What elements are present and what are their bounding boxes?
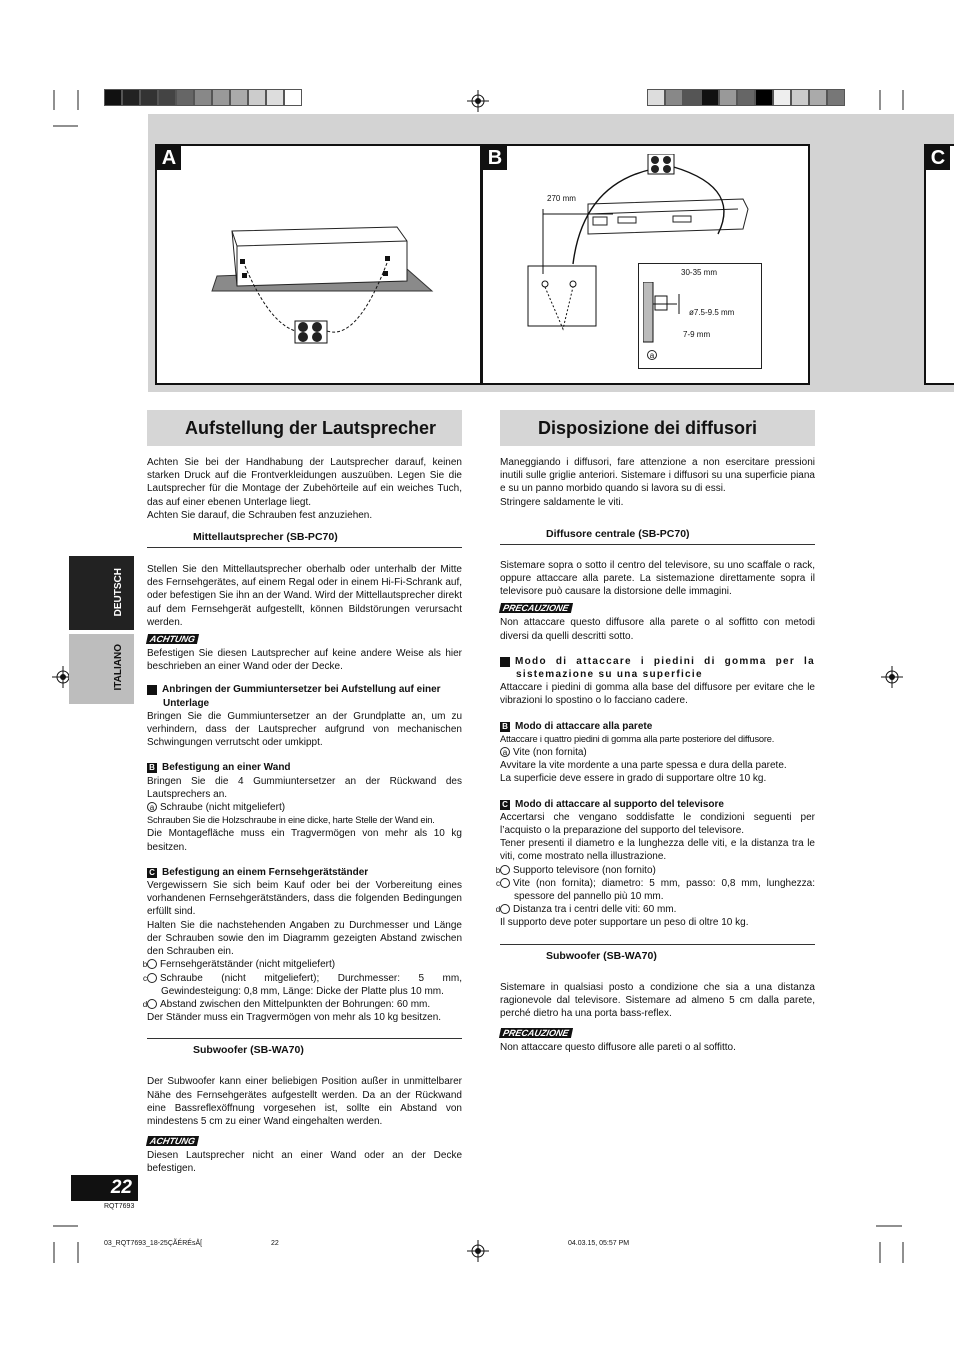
de-b-small: Schrauben Sie die Holzschraube in eine dicke, harte Stelle der Wand ein. [147, 815, 435, 826]
it-sub-caution: Non attaccare questo diffusore alle pareti o al soffitto. [500, 1042, 736, 1054]
speaker-illustration-a [207, 221, 437, 346]
de-marker-b: b [147, 959, 157, 969]
de-c-item-c [143, 972, 462, 998]
model-number: RQT7693 [104, 1203, 135, 1210]
figure-b [481, 144, 810, 385]
it-c-item-d [495, 903, 815, 916]
it-center-text: Sistemare sopra o sotto il centro del televisore, su uno scaffale o rack, oppure attaccare alla parete. La sistemazione direttamente sopra il televisore può causare la distorsione delle immagini. [500, 559, 815, 598]
de-c-heading [147, 866, 462, 879]
it-b-item-a-text: Vite (non fornita) [513, 747, 587, 759]
it-sub-head: Subwoofer (SB-WA70) [546, 949, 657, 962]
it-marker-a: a [500, 747, 510, 757]
it-c-item-c-text: Vite (non fornita); diametro: 5 mm, passo: 0,8 mm, lunghezza: spessore del pannello più 10 mm. [513, 877, 815, 903]
de-c-item-b [142, 958, 462, 971]
it-c-item-b [495, 864, 815, 877]
it-caution-text: Non attaccare questo diffusore alla parete o al soffitto con metodi diversi da quelli descritti sotto. [500, 617, 815, 642]
de-c-item-d [142, 998, 462, 1011]
dim-270mm: 270 mm [547, 194, 576, 203]
registration-mark-right [881, 666, 903, 688]
it-intro: Maneggiando i diffusori, fare attenzione a non esercitare pressioni inutili sulle griglie anteriori. Sistemare i diffusori su una superficie piana e su un panno morbido quando si lavora su di essi. [500, 457, 815, 495]
it-center-head: Diffusore centrale (SB-PC70) [546, 527, 690, 540]
it-c-text: Accertarsi che vengano soddisfatte le condizioni seguenti per l’acquisto o la preparazione del supporto del televisore. [500, 811, 815, 837]
it-c-heading [500, 798, 815, 811]
footer-timestamp: 04.03.15, 05:57 PM [568, 1240, 630, 1247]
it-a-heading [494, 655, 815, 681]
it-sub-caution-badge: PRECAUZIONE [499, 1028, 573, 1038]
it-c-text2: Tener presenti il diametro e la lunghezza delle viti, e la distanza tra le viti, come mostrato nella illustrazione. [500, 838, 815, 863]
de-a-marker: A [147, 685, 157, 695]
de-intro2: Achten Sie darauf, die Schrauben fest anzuziehen. [147, 509, 373, 521]
it-column [494, 456, 815, 1055]
tab-deutsch-label: DEUTSCH [113, 568, 124, 617]
de-c-text2: Halten Sie die nachstehenden Angaben zu Durchmesser und Länge der Schrauben sowie den im Diagramm gezeigten Abstand zwischen den Schrauben ein. [147, 919, 462, 958]
it-c-item-c [496, 877, 815, 903]
de-c-marker: C [147, 868, 157, 878]
it-b-item-a [500, 746, 815, 759]
it-b-text: Avvitare la vite mordente a una parte spessa e dura della parete. [500, 760, 787, 772]
footer-file: 03_RQT7693_18-25ÇÃÉRÉsÅ[ [104, 1240, 203, 1247]
figure-c [924, 144, 954, 385]
page-number: 22 [71, 1175, 138, 1201]
tab-italiano-label: ITALIANO [113, 644, 124, 691]
de-marker-a: a [147, 802, 157, 812]
de-a-text: Bringen Sie die Gummiuntersetzer an der Grundplatte an, um zu verhindern, dass der Lautsprecher aufgrund von mechanischen Schwingungen verrutscht oder umkippt. [147, 710, 462, 749]
it-b-text2: La superficie deve essere in grado di supportare oltre 10 kg. [500, 773, 767, 785]
de-caution-text: Befestigen Sie diesen Lautsprecher auf keine andere Weise als hier beschrieben an einer Wand oder der Decke. [147, 648, 462, 673]
de-center-head: Mittellautsprecher (SB-PC70) [147, 531, 462, 548]
de-c-text3: Der Ständer muss ein Tragvermögen von mehr als 10 kg besitzen. [147, 1012, 442, 1024]
registration-mark-bottom [467, 1240, 489, 1262]
de-sub-caution: Diesen Lautsprecher nicht an einer Wand oder an der Decke befestigen. [147, 1150, 462, 1175]
it-c-item-d-text: Distanza tra i centri delle viti: 60 mm. [513, 904, 677, 916]
it-sub-text: Sistemare in qualsiasi posto a condizione che sia a una distanza ragionevole dal televisore. Sistemare ad almeno 5 cm dalla parete, perché dietro ha una porta bass-reflex. [500, 981, 815, 1020]
de-c-item-c-text: Schraube (nicht mitgeliefert); Durchmesser: 5 mm, Gewindesteigung: 0,8 mm, Länge: Dicke der Platte plus 10 mm. [160, 972, 462, 997]
it-a-marker: A [500, 657, 510, 667]
de-sub-text: Der Subwoofer kann einer beliebigen Position außer in unmittelbarer Nähe des Fernsehgerätes aufgestellt werden. Da an der Rückwand eine Bassreflexöffnung vorgesehen ist, sollte ein Abstand von mindestens 5 cm zu einer Wand eingehalten werden. [147, 1076, 462, 1127]
de-b-heading [147, 761, 462, 774]
de-b-item-a-text: Schraube (nicht mitgeliefert) [160, 802, 286, 814]
it-a-head-text: Modo di attaccare i piedini di gomma per la sistemazione su una superficie [515, 655, 815, 681]
screw-detail [643, 282, 693, 352]
it-caution-badge: PRECAUZIONE [499, 603, 573, 613]
de-marker-c: c [147, 973, 157, 983]
it-c-text3: Il supporto deve poter supportare un peso di oltre 10 kg. [500, 917, 749, 929]
it-a-text: Attaccare i piedini di gomma alla base del diffusore per evitare che le vibrazioni lo spostino o lo facciano cadere. [500, 682, 815, 707]
de-b-head-text: Befestigung an einer Wand [162, 762, 291, 774]
de-c-item-d-text: Abstand zwischen den Mittelpunkten der Bohrungen: 60 mm. [160, 998, 431, 1010]
de-sub-head: Subwoofer (SB-WA70) [193, 1044, 304, 1057]
tab-deutsch[interactable] [69, 556, 134, 630]
de-sub-caution-badge: ACHTUNG [146, 1136, 199, 1146]
dim-7-9mm: 7-9 mm [683, 330, 711, 339]
de-b-text: Bringen Sie die 4 Gummiuntersetzer an der Rückwand des Lautsprechers an. [147, 775, 462, 800]
figure-a [155, 144, 482, 385]
figure-a-label: A [157, 146, 181, 170]
de-a-heading [141, 683, 462, 709]
it-c-head-text: Modo di attaccare al supporto del televisore [515, 798, 724, 810]
dim-diameter: ø7.5-9.5 mm [689, 308, 735, 317]
it-b-head-text: Modo di attaccare alla parete [515, 720, 653, 732]
figure-c-label: C [926, 146, 950, 170]
registration-mark-top [467, 90, 489, 112]
it-section-title: Disposizione dei diffusori [500, 410, 815, 446]
de-section-title: Aufstellung der Lautsprecher [147, 410, 462, 446]
it-c-item-b-text: Supporto televisore (non fornito) [513, 864, 656, 876]
de-marker-d: d [147, 999, 157, 1009]
de-a-head-text: Anbringen der Gummiuntersetzer bei Aufstellung auf einer Unterlage [162, 684, 441, 709]
de-b-marker: B [147, 763, 157, 773]
footer-file-page: 22 [271, 1240, 279, 1247]
de-c-text: Vergewissern Sie sich beim Kauf oder bei der Vorbereitung eines vorhandenen Fernsehgerätständers, dass die folgenden Bedingungen erfüllt sind. [147, 880, 462, 918]
it-marker-c: c [500, 878, 510, 888]
it-marker-b: b [500, 865, 510, 875]
figure-b-label: B [483, 146, 507, 170]
it-b-marker: B [500, 722, 510, 732]
it-marker-d: d [500, 904, 510, 914]
dim-30-35mm: 30-35 mm [681, 268, 718, 277]
it-c-marker: C [500, 800, 510, 810]
tab-italiano[interactable] [69, 634, 134, 704]
de-c-head-text: Befestigung an einem Fernsehgerätständer [162, 866, 369, 878]
color-bar-right [647, 89, 845, 106]
it-b-small: Attaccare i quattro piedini di gomma alla parte posteriore del diffusore. [500, 733, 775, 744]
it-intro2: Stringere saldamente le viti. [500, 496, 624, 508]
de-column [141, 456, 462, 1176]
de-c-item-b-text: Fernsehgerätständer (nicht mitgeliefert) [160, 959, 336, 971]
de-b-text2: Die Montagefläche muss ein Tragvermögen von mehr als 10 kg besitzen. [147, 828, 462, 853]
de-caution-badge: ACHTUNG [146, 634, 199, 644]
de-intro: Achten Sie bei der Handhabung der Lautsprecher darauf, keinen starken Druck auf die Frontverkleidungen auszuüben. Legen Sie die Lautsprecher für die Montage der Zubehörteile auf ein weiches Tuch, das auf einer ebenen Unterlage liegt. [147, 457, 462, 508]
de-center-text: Stellen Sie den Mittellautsprecher oberhalb oder unterhalb der Mitte des Fernsehgerätes, auf einem Regal oder in einem Hi-Fi-Schrank auf, oder befestigen Sie ihn an der Wand. Wird der Mittellautsprecher direkt auf dem Fernsehgerät aufgestellt, können Bildstörungen verursacht werden. [147, 564, 462, 628]
color-bar-left [104, 89, 302, 106]
marker-a: a [647, 350, 657, 360]
screw-detail-box [638, 263, 762, 369]
it-b-heading [500, 720, 815, 733]
de-b-item-a [147, 801, 462, 814]
